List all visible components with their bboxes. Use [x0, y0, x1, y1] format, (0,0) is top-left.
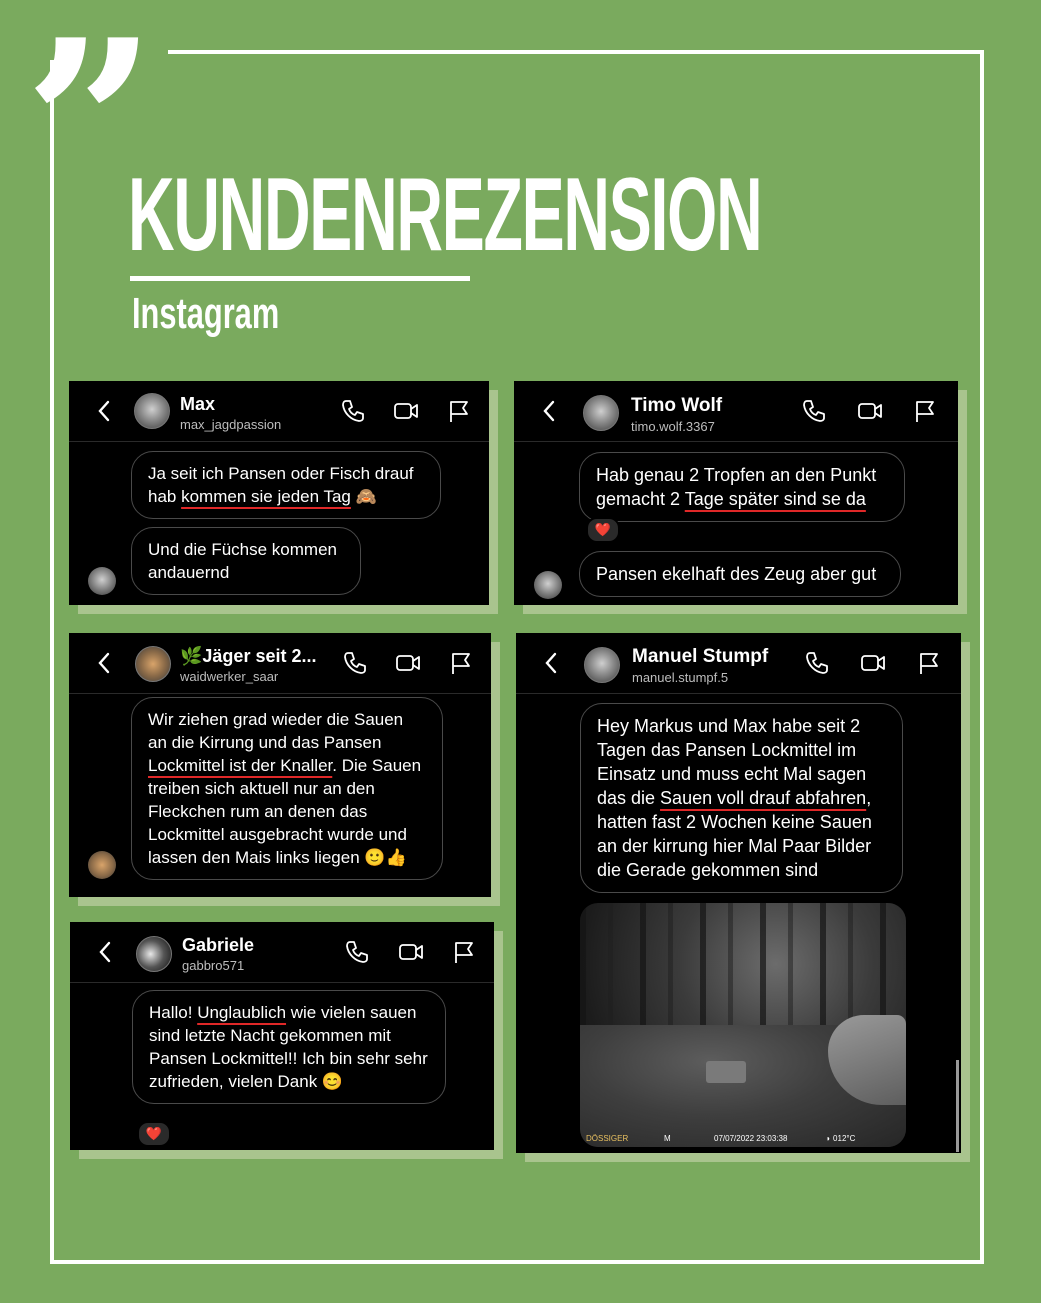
flag-icon[interactable]: [911, 397, 939, 425]
highlighted-text: Sauen voll drauf abfahren: [660, 788, 867, 808]
back-icon[interactable]: [95, 651, 113, 675]
camera-temperature: ◗ 012°C: [826, 1134, 856, 1143]
message-bubble[interactable]: Ja seit ich Pansen oder Fisch drauf hab kommen sie jeden Tag 🙈: [131, 451, 441, 519]
chat-card-timo: [514, 381, 958, 605]
flag-icon[interactable]: [450, 938, 478, 966]
heart-reaction-icon[interactable]: ❤️: [586, 517, 620, 543]
camera-mode: M: [664, 1134, 671, 1143]
camera-timestamp: 07/07/2022 23:03:38: [714, 1134, 788, 1143]
contact-handle: gabbro571: [182, 958, 245, 973]
chat-header: [514, 381, 958, 442]
flag-icon[interactable]: [445, 397, 473, 425]
phone-icon[interactable]: [339, 397, 367, 425]
phone-icon[interactable]: [341, 649, 369, 677]
page-title: KUNDENREZENSION: [128, 157, 762, 273]
video-icon[interactable]: [397, 938, 425, 966]
contact-name[interactable]: Timo Wolf: [631, 395, 723, 416]
back-icon[interactable]: [542, 651, 560, 675]
sender-avatar: [88, 567, 116, 595]
chat-card-manuel: [516, 633, 961, 1153]
trail-camera-photo[interactable]: [580, 903, 906, 1147]
quote-mark-icon: ”: [24, 0, 139, 260]
video-icon[interactable]: [392, 397, 420, 425]
camera-brand: DÖSSIGER: [586, 1134, 629, 1143]
chat-card-max: [69, 381, 489, 605]
contact-name[interactable]: 🌿Jäger seit 2...: [180, 646, 317, 666]
flag-icon[interactable]: [447, 649, 475, 677]
highlighted-text: Tage später sind se da: [684, 489, 866, 509]
back-icon[interactable]: [96, 940, 114, 964]
sender-avatar: [534, 571, 562, 599]
contact-handle: timo.wolf.3367: [631, 419, 715, 434]
back-icon[interactable]: [540, 399, 558, 423]
avatar[interactable]: [136, 936, 172, 972]
highlighted-text: Lockmittel ist der Knaller: [148, 756, 333, 775]
message-bubble[interactable]: Hey Markus und Max habe seit 2 Tagen das Pansen Lockmittel im Einsatz und muss echt Mal sagen das die Sauen voll drauf abfahren, hatten fast 2 Wochen keine Sauen an der kirrung hier Mal Paar Bilder die Gerade gekommen sind: [580, 703, 903, 893]
chat-header: [69, 381, 489, 442]
contact-handle: manuel.stumpf.5: [632, 670, 729, 685]
video-icon[interactable]: [859, 649, 887, 677]
message-bubble[interactable]: Hallo! Unglaublich wie vielen sauen sind letzte Nacht gekommen mit Pansen Lockmittel!! Ich bin sehr sehr zufrieden, vielen Dank 😊: [132, 990, 446, 1104]
flag-icon[interactable]: [915, 649, 943, 677]
message-bubble[interactable]: Und die Füchse kommen andauernd: [131, 527, 361, 595]
chat-card-gabriele: [70, 922, 494, 1150]
contact-name[interactable]: Max: [180, 394, 216, 414]
avatar[interactable]: [584, 647, 620, 683]
phone-icon[interactable]: [343, 938, 371, 966]
highlighted-text: Unglaublich: [197, 1003, 287, 1022]
title-underline: [130, 276, 470, 281]
photo-feeder: [706, 1061, 746, 1083]
avatar[interactable]: [135, 646, 171, 682]
scrollbar[interactable]: [956, 1060, 959, 1152]
message-bubble[interactable]: Pansen ekelhaft des Zeug aber gut: [579, 551, 901, 597]
chat-header: [69, 633, 491, 694]
video-icon[interactable]: [856, 397, 884, 425]
phone-icon[interactable]: [800, 397, 828, 425]
video-icon[interactable]: [394, 649, 422, 677]
highlighted-text: kommen sie jeden Tag: [181, 487, 351, 506]
chat-header: [70, 922, 494, 983]
message-bubble[interactable]: Wir ziehen grad wieder die Sauen an die Kirrung und das Pansen Lockmittel ist der Knaller. Die Sauen treiben sich aktuell nur an den Fleckchen rum an denen das Lockmittel ausgebracht wurde und lassen den Mais links liegen 🙂👍: [131, 697, 443, 880]
contact-name[interactable]: Manuel Stumpf: [632, 646, 769, 667]
avatar[interactable]: [134, 393, 170, 429]
avatar[interactable]: [583, 395, 619, 431]
sender-avatar: [88, 851, 116, 879]
contact-name[interactable]: Gabriele: [182, 935, 255, 955]
back-icon[interactable]: [95, 399, 113, 423]
page-subtitle: Instagram: [132, 289, 280, 338]
contact-handle: max_jagdpassion: [180, 417, 282, 432]
phone-icon[interactable]: [803, 649, 831, 677]
heart-reaction-icon[interactable]: ❤️: [137, 1121, 171, 1147]
message-bubble[interactable]: Hab genau 2 Tropfen an den Punkt gemacht 2 Tage später sind se da: [579, 452, 905, 522]
contact-handle: waidwerker_saar: [180, 669, 279, 684]
chat-card-jaeger: [69, 633, 491, 897]
chat-header: [516, 633, 961, 694]
